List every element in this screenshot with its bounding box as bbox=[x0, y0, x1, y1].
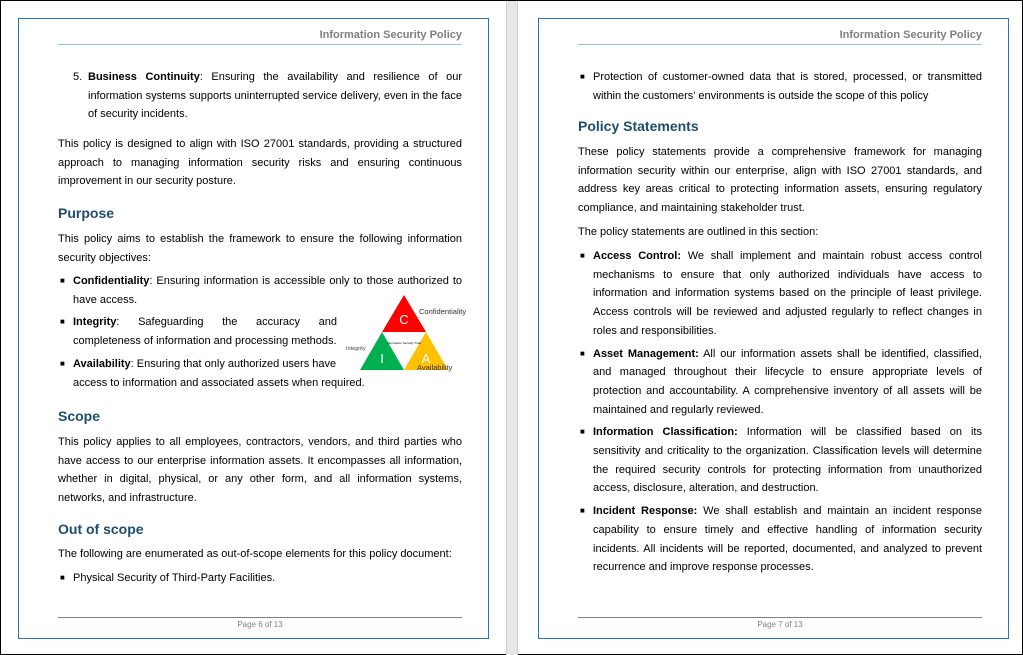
item-text: Protection of customer-owned data that is stored, processed, or transmitted within the customers' environments is outside the scope of this policy bbox=[593, 71, 982, 102]
page-number: Page 7 of 13 bbox=[757, 620, 803, 629]
i-letter: I bbox=[380, 351, 384, 366]
out-of-scope-list-continued bbox=[578, 68, 982, 105]
bullet-icon: ■ bbox=[60, 573, 65, 582]
page-header-title: Information Security Policy bbox=[319, 29, 462, 41]
item-text: Information will be classified based on its sensitivity and criticality to the organization. Classification levels will determine the required security controls for protecting information from unauthorized access, disclosure, alteration, and destruction. bbox=[593, 426, 982, 495]
list-item bbox=[578, 247, 982, 341]
item-text: All our information assets shall be identified, classified, and managed throughout their lifecycle to ensure appropriate levels of protection and accountability. A comprehensive inventory of all assets will be maintained and regularly reviewed. bbox=[593, 347, 982, 416]
footer-divider bbox=[58, 617, 462, 618]
scope-paragraph: This policy applies to all employees, contractors, vendors, and third parties who have access to our enterprise information assets. It encompasses all information, whether in digital, physical, or any other form, and all information systems, networks, and infrastructure. bbox=[58, 436, 462, 505]
bullet-icon: ■ bbox=[580, 348, 585, 358]
bullet-icon: ■ bbox=[60, 276, 65, 285]
bullet-icon: ■ bbox=[580, 72, 585, 81]
item-text: : Ensuring information is accessible only to those authorized to have access. bbox=[73, 275, 462, 306]
numbered-item-business-continuity bbox=[58, 68, 462, 124]
item-bold: Information Classification: bbox=[593, 426, 738, 439]
bullet-icon: ■ bbox=[580, 427, 585, 437]
item-text: Physical Security of Third-Party Facilities. bbox=[73, 572, 276, 584]
outline-paragraph: The policy statements are outlined in this section: bbox=[578, 226, 819, 238]
footer-divider bbox=[578, 617, 982, 618]
center-label: Information Security Triad bbox=[386, 341, 422, 345]
header-divider bbox=[58, 44, 462, 45]
bullet-icon: ■ bbox=[60, 358, 65, 368]
heading-policy-statements: Policy Statements bbox=[578, 118, 699, 134]
item-bold: Incident Response: bbox=[593, 505, 698, 518]
page-6 bbox=[18, 18, 489, 639]
heading-purpose: Purpose bbox=[58, 205, 115, 221]
page-7 bbox=[538, 18, 1009, 639]
item-text: : Safeguarding the accuracy and completeness of information and processing methods. bbox=[73, 316, 337, 348]
page-header-title: Information Security Policy bbox=[839, 29, 982, 41]
list-item bbox=[58, 569, 462, 588]
confidentiality-label: Confidentiality bbox=[419, 307, 467, 316]
out-of-scope-list bbox=[58, 569, 462, 588]
policy-paragraph: These policy statements provide a comprehensive framework for managing information security within our enterprise, align with ISO 27001 standards, and address key areas critical to protecting information assets, ensuring regulatory compliance, and maintaining stakeholder trust. bbox=[578, 146, 982, 215]
item-bold: Availability bbox=[73, 357, 131, 370]
integrity-label: Integrity bbox=[346, 346, 366, 352]
page-number: Page 6 of 13 bbox=[237, 620, 283, 629]
bullet-icon: ■ bbox=[580, 251, 585, 260]
out-of-scope-paragraph: The following are enumerated as out-of-scope elements for this policy document: bbox=[58, 548, 452, 560]
item-bold: Asset Management: bbox=[593, 347, 699, 360]
intro-paragraph: This policy is designed to align with ISO 27001 standards, providing a structured approach to managing information security risks and ensuring continuous improvement in our security posture. bbox=[58, 138, 462, 188]
item-text: We shall establish and maintain an incident response capability to ensure timely and effective handling of information security incidents. All incidents will be reported, documented, and analyzed to prevent recurrence and improve response processes. bbox=[593, 505, 983, 574]
item-text: : Ensuring that only authorized users have access to information and associated assets when required. bbox=[73, 357, 365, 389]
item-text: We shall implement and maintain robust access control mechanisms to ensure that only authorized individuals have access to information and information systems based on the principle of least privilege. Access controls will be reviewed and adjusted regularly to reflect changes in roles and responsibilities. bbox=[593, 250, 982, 337]
item-text: : Ensuring the availability and resilience of our information systems supports uninterrupted service delivery, even in the face of security incidents. bbox=[88, 71, 462, 121]
page-gutter bbox=[506, 1, 518, 655]
list-item bbox=[578, 345, 982, 420]
item-bold: Access Control: bbox=[593, 250, 681, 262]
a-letter: A bbox=[421, 351, 431, 366]
header-divider bbox=[578, 44, 982, 45]
availability-label: Availability bbox=[417, 363, 453, 372]
heading-out-of-scope: Out of scope bbox=[58, 521, 144, 537]
item-bold: Integrity bbox=[73, 316, 117, 329]
c-letter: C bbox=[399, 312, 409, 327]
bullet-icon: ■ bbox=[580, 506, 585, 516]
heading-scope: Scope bbox=[58, 408, 101, 424]
bullet-icon: ■ bbox=[60, 317, 65, 327]
item-bold: Confidentiality bbox=[73, 275, 150, 287]
item-bold: Business Continuity bbox=[88, 71, 200, 83]
list-number: 5. bbox=[73, 71, 83, 83]
list-item bbox=[578, 423, 982, 498]
policy-bullet-list bbox=[578, 247, 982, 577]
purpose-paragraph: This policy aims to establish the framework to ensure the following information security objectives: bbox=[58, 233, 462, 264]
list-item bbox=[578, 68, 982, 105]
list-item bbox=[578, 502, 982, 577]
